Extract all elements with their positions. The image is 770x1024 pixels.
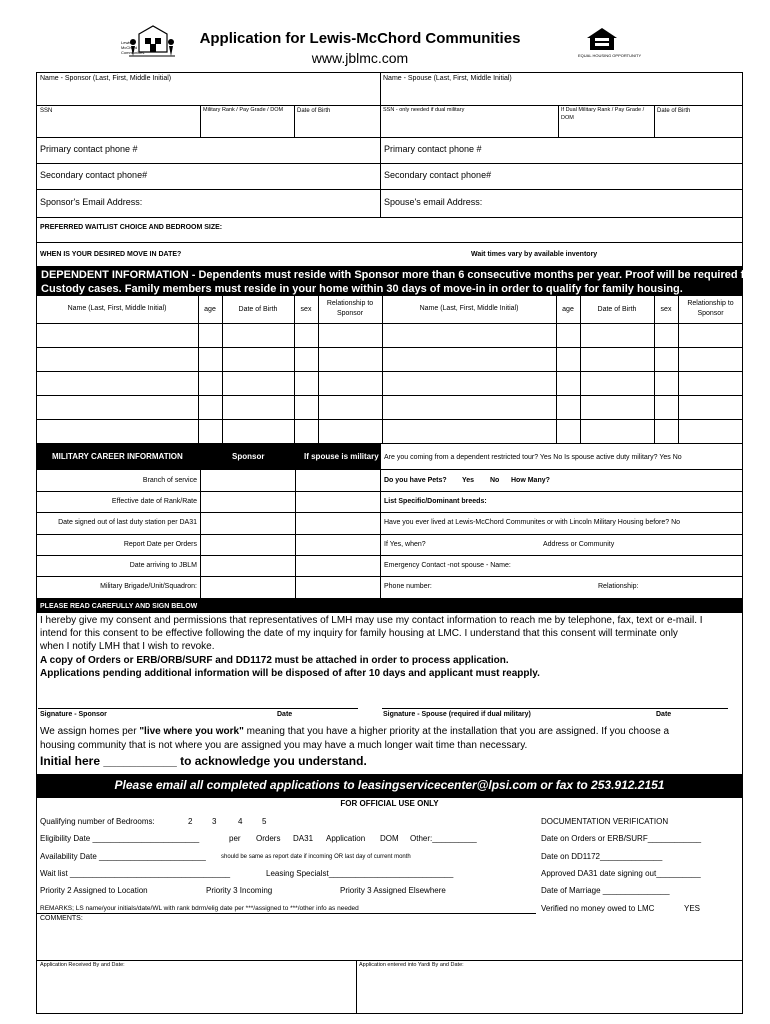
application-option[interactable]: Application	[326, 834, 366, 843]
da31-option[interactable]: DA31	[293, 834, 314, 843]
preferred-waitlist-field[interactable]: PREFERRED WAITLIST CHOICE AND BEDROOM SIZE:	[40, 224, 223, 231]
remarks-label: REMARKS; LS name/your initials/date/WL with rank bdrm/elig date per ***/assigned to ***/other info as needed	[40, 905, 359, 912]
spouse-signature-line[interactable]: Signature - Spouse (required if dual military)	[383, 711, 531, 718]
date-arriving-field[interactable]: Date arriving to JBLM	[129, 562, 197, 569]
eligibility-date-field[interactable]: Eligibility Date ________________________	[40, 834, 200, 843]
assignment-text-a: We assign homes per	[40, 726, 140, 737]
website-url: www.jblmc.com	[311, 50, 409, 66]
breeds-field[interactable]: List Specific/Dominant breeds:	[384, 498, 487, 505]
pets-yes[interactable]: Yes	[462, 477, 475, 484]
branch-of-service-field[interactable]: Branch of service	[142, 477, 197, 484]
dependent-table	[36, 296, 743, 444]
col-dob: Date of Birth	[238, 306, 278, 313]
secondary-phone-sponsor[interactable]: Secondary contact phone#	[40, 170, 148, 180]
official-use-heading: FOR OFFICIAL USE ONLY	[340, 799, 439, 808]
date-on-orders-field[interactable]: Date on Orders or ERB/SURF____________	[541, 834, 702, 843]
assignment-policy	[40, 727, 669, 737]
dependent-heading-line-2: Custody cases. Family members must reside in your home within 30 days of move-in in order to qualify for family housing.	[41, 283, 683, 295]
bedroom-4[interactable]: 4	[238, 817, 243, 826]
restricted-tour-question[interactable]: Are you coming from a dependent restricted tour? Yes No Is spouse active duty military? Yes No	[384, 454, 682, 461]
dual-rank-label-2: DOM	[561, 115, 574, 121]
dom-option[interactable]: DOM	[380, 834, 399, 843]
priority-3-elsewhere[interactable]: Priority 3 Assigned Elsewhere	[340, 886, 446, 895]
primary-phone-spouse[interactable]: Primary contact phone #	[384, 144, 482, 154]
initial-here-field[interactable]: Initial here ___________ to acknowledge you understand.	[40, 754, 367, 768]
pending-notice: Applications pending additional information will be disposed of after 10 days and applicant must reapply.	[40, 668, 540, 679]
col-relationship-line-2: Sponsor	[336, 310, 364, 317]
priority-2-location[interactable]: Priority 2 Assigned to Location	[40, 886, 148, 895]
orders-requirement: A copy of Orders or ERB/ORB/SURF and DD1172 must be attached in order to process application.	[40, 655, 509, 666]
same-date-note: should be same as report date if incoming OR last day of current month	[221, 854, 411, 860]
equal-housing-logo	[578, 26, 642, 62]
col-relationship-2: Relationship to	[687, 300, 734, 307]
if-yes-when-field[interactable]: If Yes, when?	[384, 541, 426, 548]
spouse-dob-field[interactable]: Date of Birth	[657, 108, 691, 114]
bedroom-5[interactable]: 5	[262, 817, 267, 826]
sponsor-signature-line[interactable]: Signature - Sponsor	[40, 711, 107, 718]
pets-how-many[interactable]: How Many?	[511, 477, 550, 484]
col-name-2: Name (Last, First, Middle Initial)	[419, 305, 519, 312]
sponsor-email-field[interactable]: Sponsor's Email Address:	[40, 197, 143, 207]
consent-heading-label: PLEASE READ CAREFULLY AND SIGN BELOW	[40, 603, 198, 610]
report-date-field[interactable]: Report Date per Orders	[123, 541, 197, 548]
other-option[interactable]: Other:__________	[410, 834, 477, 843]
secondary-phone-spouse[interactable]: Secondary contact phone#	[384, 170, 492, 180]
community-logo	[119, 22, 177, 62]
col-name: Name (Last, First, Middle Initial)	[67, 305, 167, 312]
priority-3-incoming[interactable]: Priority 3 Incoming	[206, 886, 273, 895]
orders-option[interactable]: Orders	[256, 834, 281, 843]
date-of-marriage-field[interactable]: Date of Marriage _______________	[541, 886, 670, 895]
col-sex: sex	[300, 306, 312, 313]
effective-rank-date-field[interactable]: Effective date of Rank/Rate	[111, 498, 197, 505]
consent-text-3: when I notify LMH that I wish to revoke.	[40, 641, 215, 652]
military-header-label: MILITARY CAREER INFORMATION	[52, 452, 183, 461]
page-title: Application for Lewis-McChord Communities	[199, 30, 521, 47]
consent-text-1: I hereby give my consent and permissions that representatives of LMH may use my contact information to reach me by telephone, fax, text or e-mail. I	[40, 615, 703, 626]
rank-field[interactable]: Military Rank / Pay Grade / DOM	[203, 107, 284, 113]
spouse-name-field[interactable]: Name - Spouse (Last, First, Middle Initial)	[383, 75, 512, 82]
bedrooms-label: Qualifying number of Bedrooms:	[40, 817, 155, 826]
availability-date-field[interactable]: Availability Date ________________________	[40, 852, 206, 861]
date-signed-out-field[interactable]: Date signed out of last duty station per DA31	[58, 519, 197, 526]
pets-question[interactable]: Do you have Pets?	[384, 477, 447, 484]
email-banner-text: Please email all completed applications to leasingservicecenter@lpsi.com or fax to 253.912.2151	[114, 778, 665, 792]
consent-text-2: intend for this consent to be effective following the date of my inquiry for family housing at LMC. I understand that this consent will terminate only	[40, 628, 678, 639]
assignment-text-c: meaning that you have a higher priority at the installation that you are assigned. If you choose a	[243, 726, 670, 737]
sponsor-date-line[interactable]: Date	[277, 711, 293, 718]
col-relationship-2-line-2: Sponsor	[697, 310, 724, 317]
assignment-policy-2: housing community that is not where you are assigned you may have a much longer wait time than necessary.	[40, 740, 528, 751]
logo-text: Lewis McChord Communities	[121, 40, 145, 55]
col-dob-2: Date of Birth	[597, 306, 637, 313]
entered-yardi-field[interactable]: Application entered into Yardi By and Date:	[359, 962, 464, 968]
spouse-email-field[interactable]: Spouse's email Address:	[384, 197, 483, 207]
dob-field[interactable]: Date of Birth	[297, 108, 331, 114]
emergency-relationship-field[interactable]: Relationship:	[598, 583, 639, 590]
col-relationship: Relationship to	[326, 300, 374, 307]
address-community-field[interactable]: Address or Community	[543, 541, 615, 548]
comments-field[interactable]: COMMENTS:	[40, 915, 83, 922]
primary-phone-sponsor[interactable]: Primary contact phone #	[40, 144, 138, 154]
dependent-heading-line-1: DEPENDENT INFORMATION - Dependents must reside with Sponsor more than 6 consecutive months per year. Proof will be required for	[41, 269, 756, 281]
ssn-field[interactable]: SSN	[40, 108, 53, 114]
col-age-2: age	[562, 306, 574, 313]
military-spouse-label: If spouse is military	[304, 452, 379, 461]
eho-text: EQUAL HOUSING OPPORTUNITY	[578, 53, 642, 58]
bedroom-3[interactable]: 3	[212, 817, 217, 826]
military-unit-field[interactable]: Military Brigade/Unit/Squadron:	[100, 583, 197, 590]
spouse-date-line[interactable]: Date	[656, 711, 672, 718]
sponsor-name-field[interactable]: Name - Sponsor (Last, First, Middle Initial)	[40, 75, 172, 82]
wait-times-note: Wait times vary by available inventory	[471, 251, 598, 258]
pets-no[interactable]: No	[490, 477, 500, 484]
assignment-text-b: "live where you work"	[139, 726, 244, 737]
spouse-ssn-field[interactable]: SSN - only needed if dual military	[383, 107, 465, 113]
move-in-date-field[interactable]: WHEN IS YOUR DESIRED MOVE IN DATE?	[40, 251, 182, 258]
verified-no-money-owed: Verified no money owed to LMC	[541, 904, 655, 913]
col-sex-2: sex	[660, 306, 672, 313]
dual-rank-field[interactable]: If Dual Military Rank / Pay Grade /	[561, 107, 645, 113]
verified-yes[interactable]: YES	[684, 904, 701, 913]
per-label: per	[229, 834, 241, 843]
doc-verification-heading: DOCUMENTATION VERIFICATION	[541, 817, 669, 826]
date-on-dd1172-field[interactable]: Date on DD1172______________	[541, 852, 663, 861]
emergency-phone-field[interactable]: Phone number:	[384, 583, 432, 590]
lived-before-question[interactable]: Have you ever lived at Lewis-McChord Communites or with Lincoln Military Housing before? No	[384, 519, 681, 526]
approved-da31-field[interactable]: Approved DA31 date signing out__________	[541, 869, 701, 878]
military-sponsor-label: Sponsor	[232, 452, 265, 461]
received-by-field[interactable]: Application Received By and Date:	[40, 962, 125, 968]
leasing-specialist-field[interactable]: Leasing Specialst____________________________	[266, 869, 454, 878]
wait-list-field[interactable]: Wait list ____________________________________	[40, 869, 231, 878]
col-age: age	[204, 306, 216, 313]
emergency-contact-field[interactable]: Emergency Contact -not spouse - Name:	[384, 562, 511, 569]
bedroom-2[interactable]: 2	[188, 817, 193, 826]
